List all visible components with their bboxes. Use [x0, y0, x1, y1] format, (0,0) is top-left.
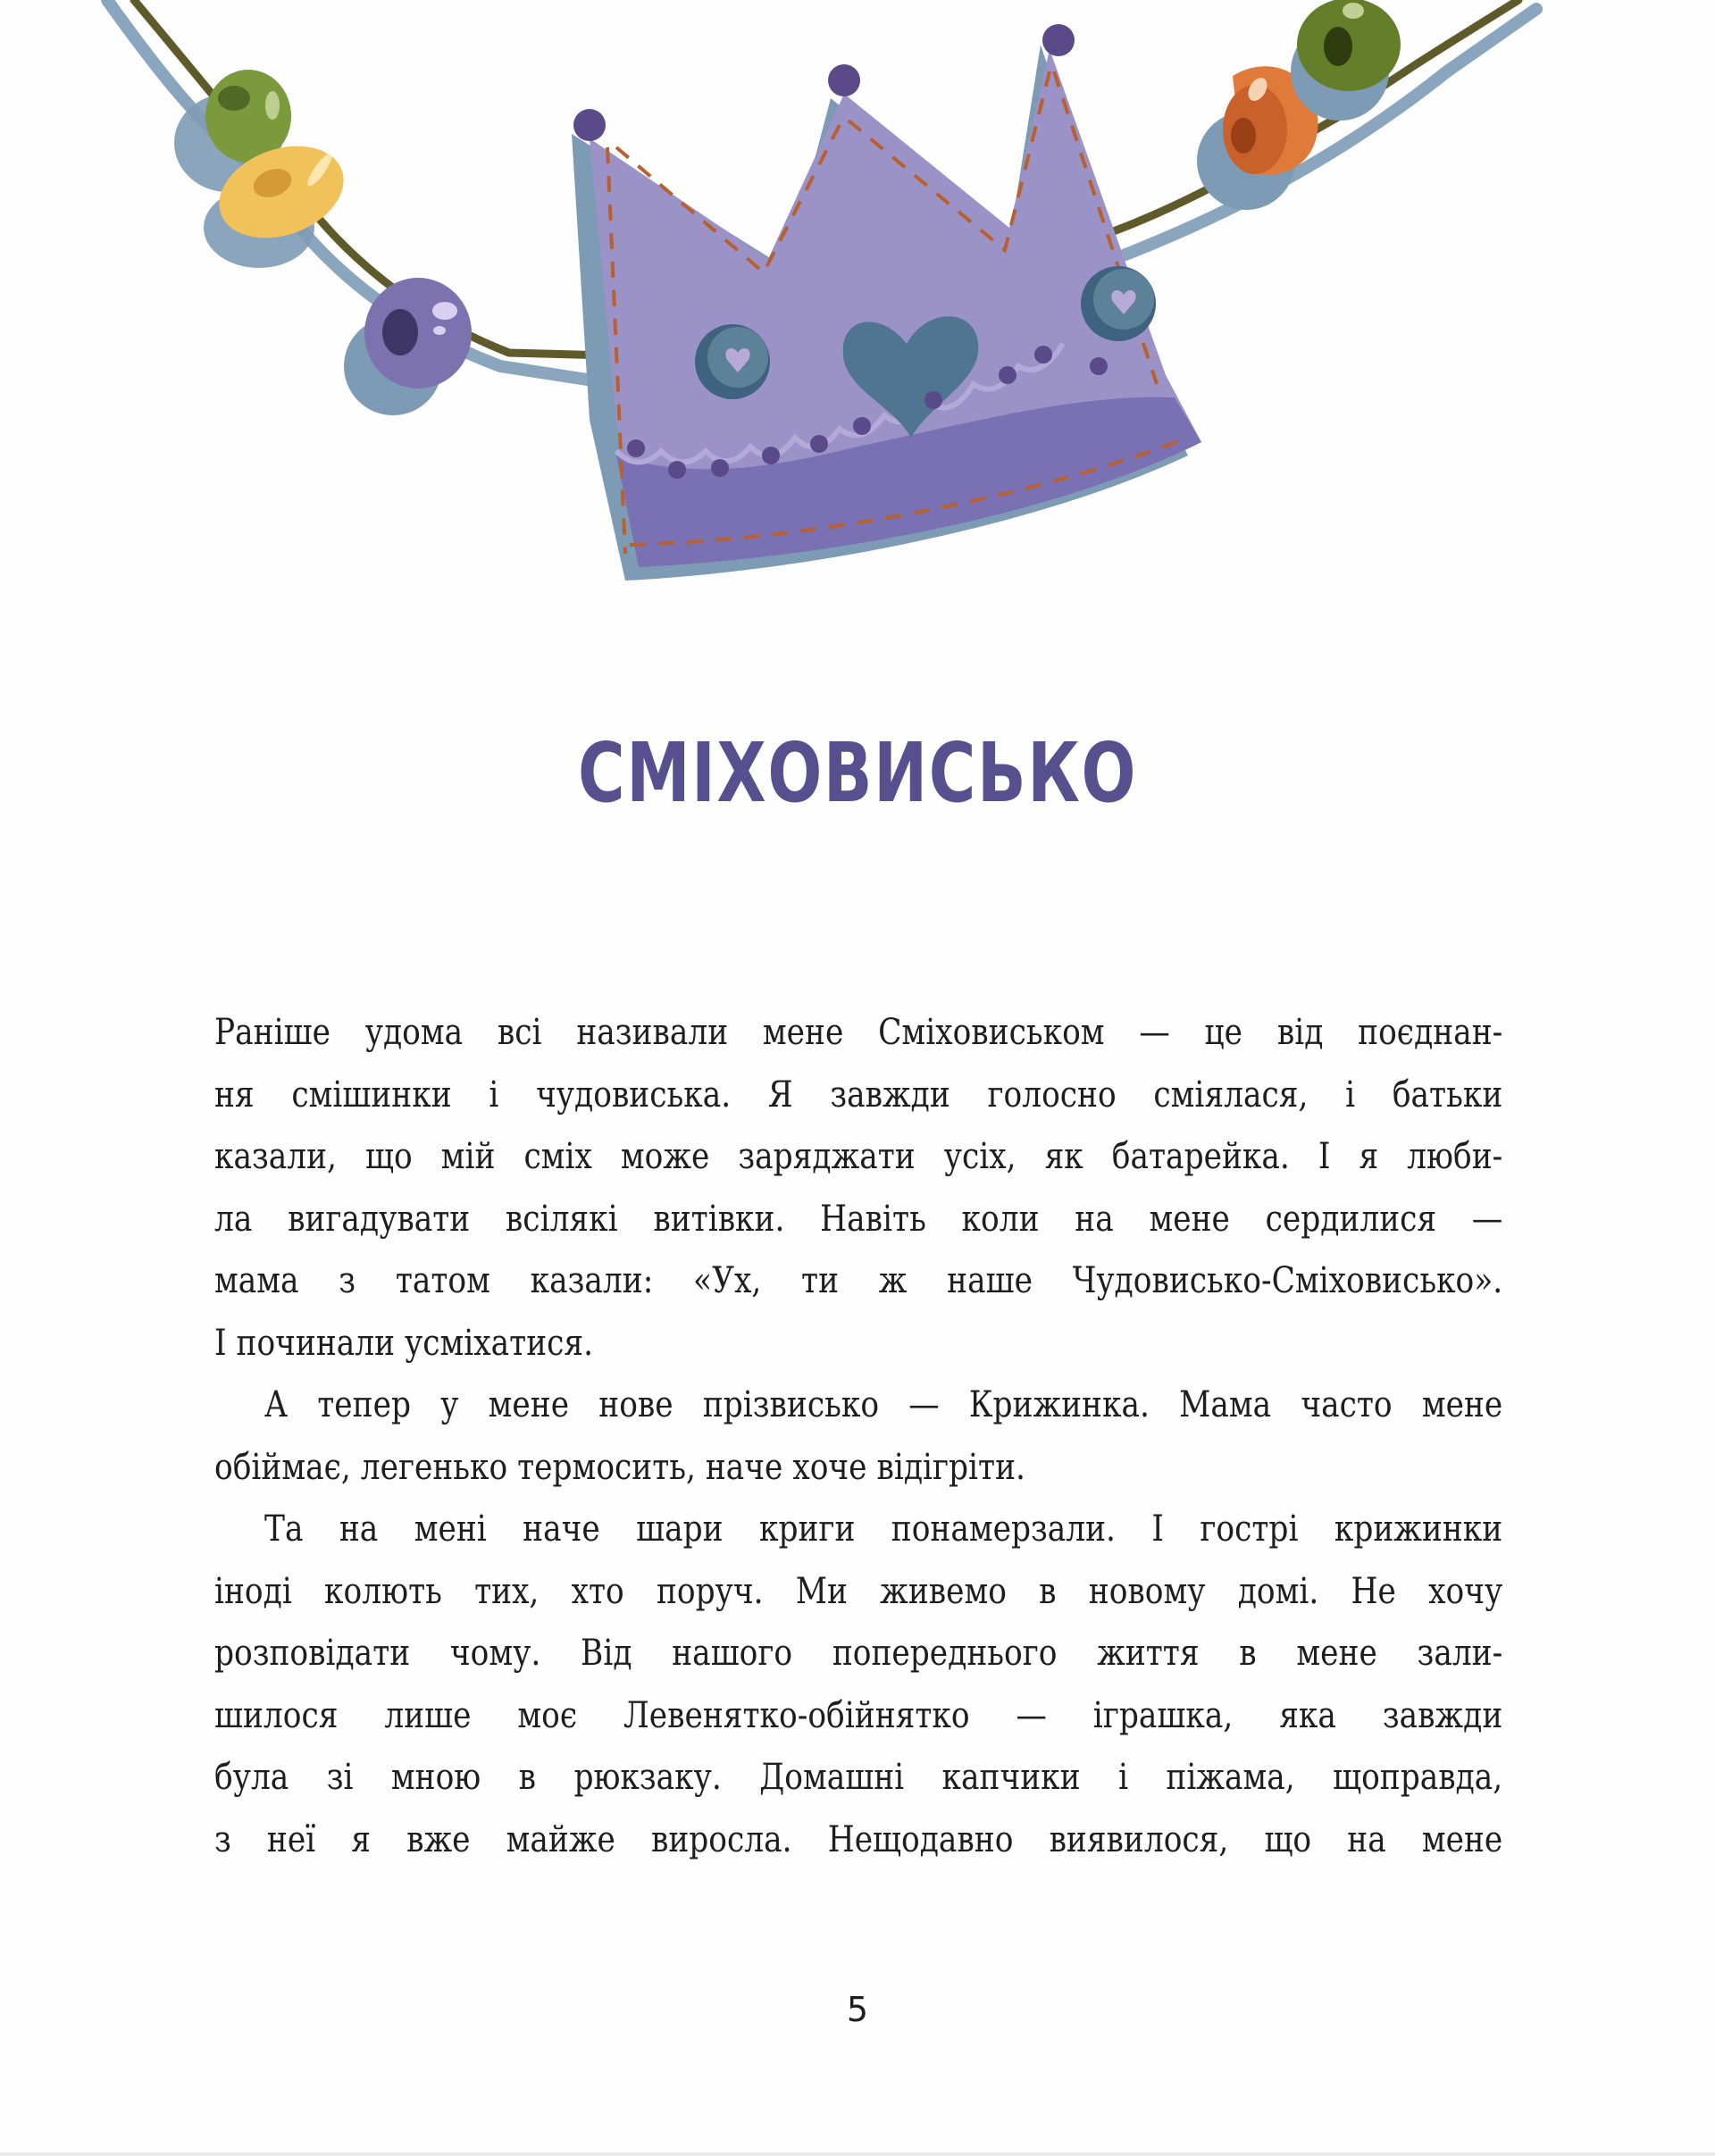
text-line: обіймає, легенько термосить, наче хоче відігріти.	[214, 1446, 1025, 1488]
text-line: була зі мною в рюкзаку. Домашні капчики і піжама, щоправда,	[214, 1757, 1503, 1798]
text-line: шилося лише моє Левенятко-обійнятко — іграшка, яка завжди	[214, 1694, 1503, 1736]
text-line: іноді колють тих, хто поруч. Ми живемо в новому домі. Не хочу	[214, 1570, 1503, 1612]
crown-tip-middle	[828, 64, 860, 96]
page-bottom-edge	[0, 2152, 1715, 2156]
text-line: мама з татом казали: «Ух, ти ж наше Чудовисько-Сміховисько».	[214, 1260, 1503, 1301]
crown-illustration	[0, 0, 1715, 625]
crown-tip-right	[1042, 24, 1075, 56]
text-line: казали, що мій сміх може заряджати усіх, як батарейка. І я люби-	[214, 1136, 1503, 1177]
text-line: розповідати чому. Від нашого попереднього життя в мене зали-	[214, 1633, 1503, 1674]
text-line: ла вигадувати всілякі витівки. Навіть коли на мене сердилися —	[214, 1198, 1503, 1240]
page-number: 5	[846, 1990, 869, 2029]
body-text	[214, 1002, 1502, 1871]
bead-purple-left	[344, 278, 472, 415]
button-left	[695, 324, 770, 399]
text-line: А тепер у мене нове прізвисько — Крижинка. Мама часто мене	[264, 1384, 1503, 1425]
text-line: Раніше удома всі називали мене Сміховиськом — це від поєднан-	[214, 1012, 1503, 1053]
text-line: з неї я вже майже виросла. Нещодавно виявилося, що на мене	[214, 1818, 1503, 1860]
text-line: Та на мені наче шари криги понамерзали. І гострі крижинки	[264, 1508, 1503, 1550]
text-line: ня смішинки і чудовиська. Я завжди голосно сміялася, і батьки	[214, 1074, 1503, 1116]
text-line: І починали усміхатися.	[214, 1322, 594, 1364]
crown-tip-left	[573, 109, 606, 141]
chapter-title: СМІХОВИСЬКО	[577, 725, 1138, 821]
bead-green-right	[1291, 0, 1401, 121]
button-right	[1081, 266, 1156, 341]
